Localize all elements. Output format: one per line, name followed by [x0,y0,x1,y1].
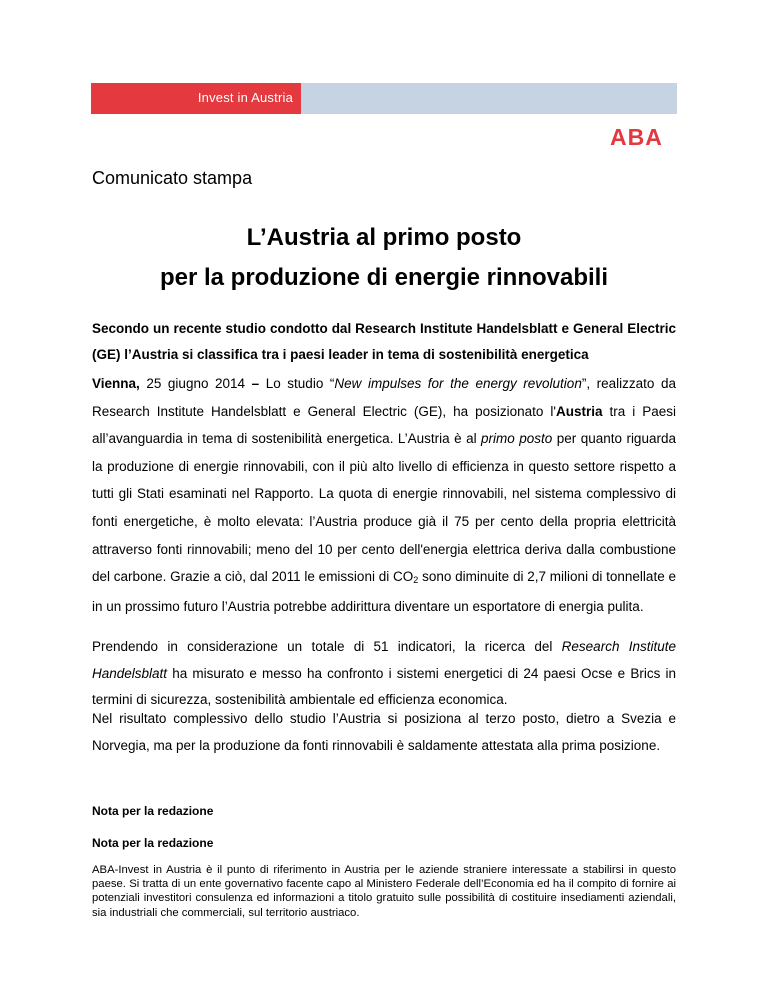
footer-note: ABA-Invest in Austria è il punto di riferimento in Austria per le aziende straniere interessate a stabilirsi in questo paese. Si tratta di un ente governativo facente capo al Ministero Federale dell’Economia ed ha il compito di fornire ai potenziali investitori consulenza ed informazioni a titolo gratuito sulle possibilità di costituire insediamenti aziendali, sia industriali che commerciali, sul territorio austriaco. [92,864,676,919]
paragraph-text: Lo studio “ [259,376,335,391]
paragraph-text: ”, realizzato da Research Institute Handelsblatt e General Electric (GE), ha posizionato l' [92,376,676,419]
paragraph-3: Nel risultato complessivo dello studio l’Austria si posiziona al terzo posto, dietro a Svezia e Norvegia, ma per la produzione da fonti rinnovabili è saldamente attestata alla prima posizione. [92,711,676,753]
paragraph-text: sono diminuite di 2,7 milioni di tonnellate e in un prossimo futuro l’Austria potrebbe addirittura diventare un esportatore di energia pulita. [92,569,676,614]
paragraph-1 [92,370,676,620]
page-title [0,218,768,298]
note-heading-1: Nota per la redazione [92,804,214,818]
paragraph-text: Prendendo in considerazione un totale di 51 indicatori, la ricerca del [92,639,562,654]
document-type: Comunicato stampa [92,168,253,188]
dateline-location: Vienna, [92,376,140,391]
paragraph-text: tra i Paesi all’avanguardia in tema di sostenibilità energetica. L’Austria è al [92,403,676,447]
institute-italic: Research Institute Handelsblatt [92,639,676,681]
paragraph-2 [92,634,676,714]
paragraph-text: ha misurato e messo ha confronto i sistemi energetici di 24 paesi Ocse e Brics in termini di sicurezza, sostenibilità ambientale ed efficienza economica. [92,665,676,707]
co2-subscript: 2 [413,575,419,586]
title-line-2: per la produzione di energie rinnovabili [159,264,609,291]
dateline-dash: – [251,376,260,391]
paragraph-text: per quanto riguarda la produzione di energie rinnovabili, con il più alto livello di efficienza in questo settore rispetto a tutti gli Stati esaminati nel Rapporto. La quota di energie rinnovabili, nel sistema complessivo di fonti energetiche, è molto elevata: l’Austria produce già il 75 per cento della propria elettricità attraverso fonti rinnovabili; meno del 10 per cento dell'energia elettrica deriva dalla combustione del carbone. Grazie a ciò, dal 2011 le emissioni di CO [92,431,676,585]
aba-logo: ABA [610,124,663,150]
header-banner [91,83,677,114]
subtitle: Secondo un recente studio condotto dal Research Institute Handelsblatt e General Electric (GE) l’Austria si classifica tra i paesi leader in tema di sostenibilità energetica [92,321,676,362]
banner-text: Invest in Austria [197,90,293,105]
banner-blue-block [301,83,677,114]
austria-bold: Austria [555,403,603,419]
primo-posto-italic: primo posto [481,431,553,447]
note-heading-2: Nota per la redazione [92,836,214,850]
title-line-1: L’Austria al primo posto [246,224,522,251]
banner-red-block [91,83,301,114]
dateline-date: 25 giugno 2014 [139,376,252,391]
study-title: New impulses for the energy revolution [334,376,582,391]
